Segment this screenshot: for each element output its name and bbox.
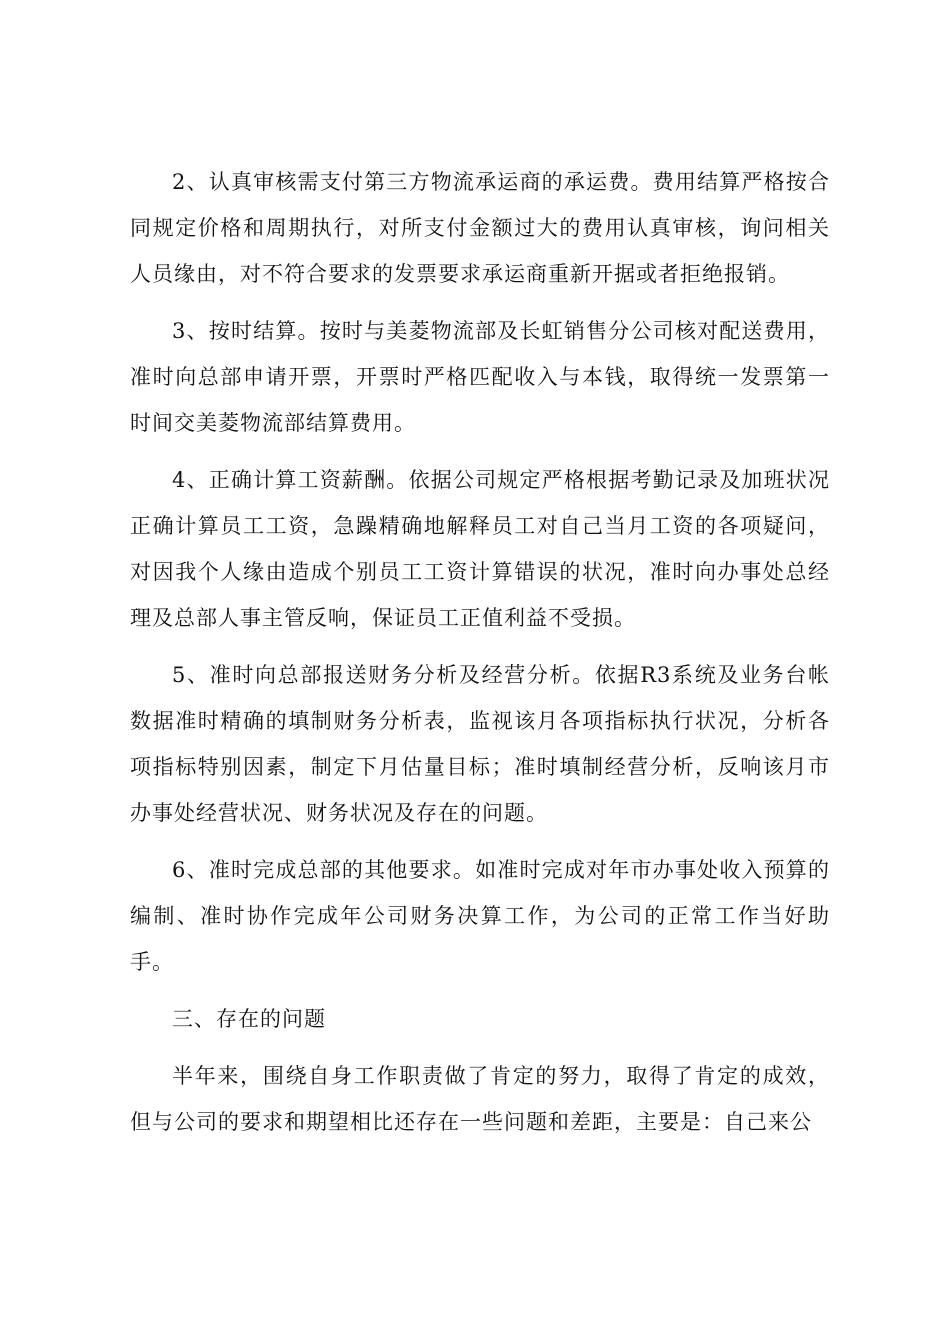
document-body bbox=[130, 159, 830, 1156]
paragraph-problems-summary: 半年来，围绕自身工作职责做了肯定的努力，取得了肯定的成效，但与公司的要求和期望相比还存在一些问题和差距，主要是：自己来公 bbox=[130, 1064, 830, 1134]
paragraph-payroll: 4、正确计算工资薪酬。依据公司规定严格根据考勤记录及加班状况正确计算员工工资，急躁精确地解释员工对自己当月工资的各项疑问，对因我个人缘由造成个别员工工资计算错误的状况，准时向办事处总经理及总部人事主管反响，保证员工正值利益不受损。 bbox=[130, 468, 830, 630]
paragraph-timely-settlement: 3、按时结算。按时与美菱物流部及长虹销售分公司核对配送费用，准时向总部申请开票，开票时严格匹配收入与本钱，取得统一发票第一时间交美菱物流部结算费用。 bbox=[130, 319, 830, 435]
paragraph-financial-analysis: 5、准时向总部报送财务分析及经营分析。依据R3系统及业务台帐数据准时精确的填制财务分析表，监视该月各项指标执行状况，分析各项指标特别因素，制定下月估量目标；准时填制经营分析，反响该月市办事处经营状况、财务状况及存在的问题。 bbox=[130, 663, 830, 825]
paragraph-settlement-review: 2、认真审核需支付第三方物流承运商的承运费。费用结算严格按合同规定价格和周期执行，对所支付金额过大的费用认真审核，询问相关人员缘由，对不符合要求的发票要求承运商重新开据或者拒绝报销。 bbox=[130, 170, 830, 286]
paragraph-other-requirements: 6、准时完成总部的其他要求。如准时完成对年市办事处收入预算的编制、准时协作完成年公司财务决算工作，为公司的正常工作当好助手。 bbox=[130, 858, 830, 974]
section-heading-problems: 三、存在的问题 bbox=[172, 1007, 326, 1031]
